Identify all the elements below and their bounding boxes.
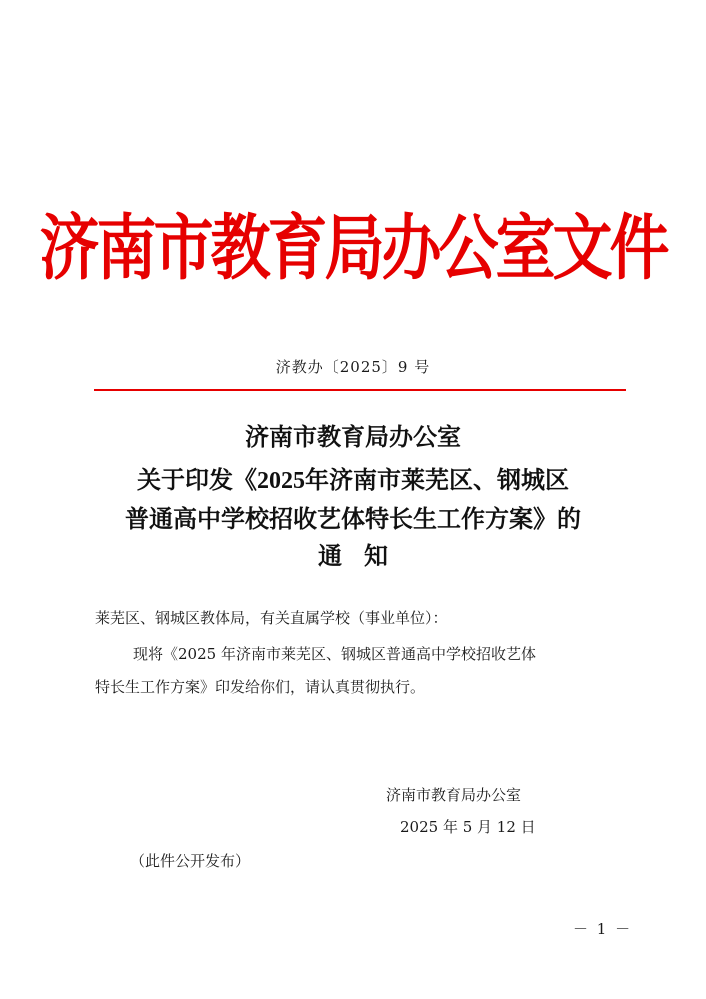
body-paragraph-line-2: 特长生工作方案》印发给你们，请认真贯彻执行。	[95, 678, 426, 696]
publish-note: （此件公开发布）	[130, 852, 251, 870]
red-divider-line	[94, 389, 626, 391]
notice-title-line-4: 通知	[318, 544, 410, 570]
page-number: － 1 －	[573, 920, 633, 938]
notice-title-line-3: 普通高中学校招收艺体特长生工作方案》的	[125, 507, 581, 533]
body-paragraph-line-1: 现将《2025 年济南市莱芜区、钢城区普通高中学校招收艺体	[133, 645, 536, 663]
notice-title-line-2: 关于印发《2025年济南市莱芜区、钢城区	[137, 468, 569, 494]
signature-organization: 济南市教育局办公室	[386, 786, 522, 804]
notice-title-line-1: 济南市教育局办公室	[245, 425, 461, 451]
document-masthead: 济南市教育局办公室文件	[39, 207, 667, 291]
document-number: 济教办〔2025〕9 号	[275, 358, 431, 376]
addressee-line: 莱芜区、钢城区教体局，有关直属学校（事业单位）：	[95, 609, 448, 627]
signature-date: 2025 年 5 月 12 日	[400, 818, 536, 836]
